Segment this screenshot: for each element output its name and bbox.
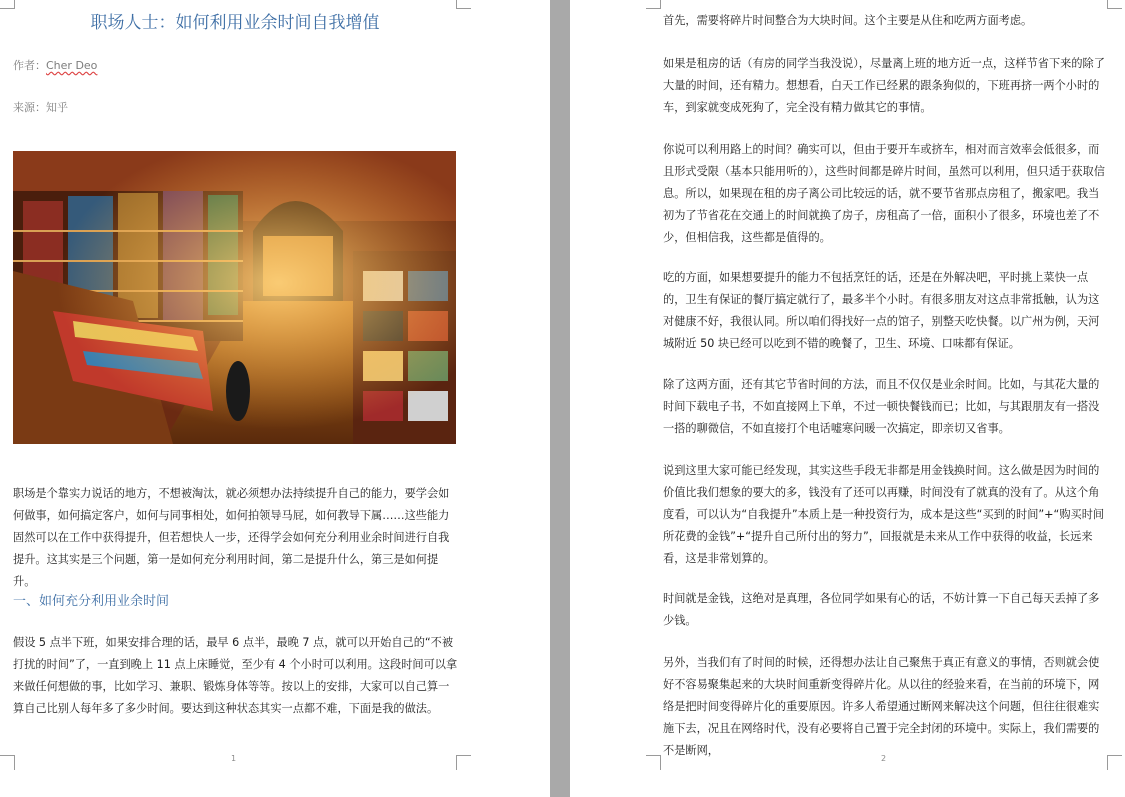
paragraph: 除了这两方面，还有其它节省时间的方法，而且不仅仅是业余时间。比如，与其花大量的时间下载电子书，不如直接网上下单，不过一顿快餐钱而已；比如，与其跟朋友有一搭没一搭的聊微信，不如直接打个电话嘘寒问暖一次搞定，即亲切又省事。 — [663, 378, 1100, 435]
source-line: 来源：知乎 — [13, 101, 68, 114]
page-number: 2 — [881, 754, 887, 763]
corner-mark — [0, 755, 15, 770]
corner-mark — [646, 755, 661, 770]
paragraph: 说到这里大家可能已经发现，其实这些手段无非都是用金钱换时间。这么做是因为时间的价值比我们想象的要大的多，钱没有了还可以再赚，时间没有了就真的没有了。从这个角度看，可以认为“自我提升”本质上是一种投资行为，成本是这些“买到的时间”+“购买时间所花费的金钱”+“提升自己所付出的努力”，回报就是未来从工作中获得的收益，长远来看，这是非常划算的。 — [663, 464, 1105, 565]
document-page-1 — [0, 0, 550, 797]
corner-mark — [456, 755, 471, 770]
paragraph: 如果是租房的话（有房的同学当我没说），尽量离上班的地方近一点，这样节省下来的除了大量的时间，还有精力。想想看，白天工作已经累的跟条狗似的，下班再挤一两个小时的车，到家就变成死狗了，完全没有精力做其它的事情。 — [663, 57, 1105, 114]
paragraph: 你说可以利用路上的时间？确实可以，但由于要开车或挤车，相对而言效率会低很多，而且形式受限（基本只能用听的），这些时间都是碎片时间，虽然可以利用，但只适于获取信息。所以，如果现在租的房子离公司比较远的话，就不要节省那点房租了，搬家吧。我当初为了节省花在交通上的时间就换了房子，房租高了一倍，面积小了很多，环境也差了不少，但相信我，这些都是值得的。 — [663, 143, 1105, 244]
document-page-2 — [570, 0, 1125, 797]
paragraph: 吃的方面，如果想要提升的能力不包括烹饪的话，还是在外解决吧，平时挑上菜快一点的，卫生有保证的餐厅搞定就行了，最多半个小时。有很多朋友对这点非常抵触，认为这对健康不好，我很认同。所以咱们得找好一点的馆子，别整天吃快餐。以广州为例，天河城附近 50 块已经可以吃到不错的晚餐了，卫生、环境、口味都有保证。 — [663, 271, 1100, 350]
page-number: 1 — [231, 754, 237, 763]
bookstore-photo — [13, 151, 456, 444]
section-heading: 一、如何充分利用业余时间 — [13, 594, 170, 609]
paragraph: 时间就是金钱，这绝对是真理，各位同学如果有心的话，不妨计算一下自己每天丢掉了多少钱。 — [663, 592, 1100, 627]
corner-mark — [646, 0, 661, 9]
body-paragraph: 假设 5 点半下班，如果安排合理的话，最早 6 点半，最晚 7 点，就可以开始自己的“不被打扰的时间”了，一直到晚上 11 点上床睡觉，至少有 4 个小时可以利用。这段时间可以拿来做任何想做的事，比如学习、兼职、锻炼身体等等。按以上的安排，大家可以自己算一算自己比别人每年多了多少时间。要达到这种状态其实一点都不难，下面是我的做法。 — [13, 636, 458, 715]
paragraph: 另外，当我们有了时间的时候，还得想办法让自己聚焦于真正有意义的事情，否则就会使好不容易聚集起来的大块时间重新变得碎片化。从以往的经验来看，在当前的环境下，网络是把时间变得碎片化的重要原因。许多人希望通过断网来解决这个问题，但往往很难实施下去，况且在网络时代，没有必要将自己置于完全封闭的环境中。实际上，我们需要的不是断网， — [663, 656, 1100, 757]
corner-mark — [1107, 0, 1122, 9]
author-line — [13, 57, 97, 73]
intro-paragraph: 职场是个靠实力说话的地方，不想被淘汰，就必须想办法持续提升自己的能力，要学会如何做事，如何搞定客户，如何与同事相处，如何拍领导马屁，如何教导下属……这些能力固然可以在工作中获得提升，但若想快人一步，还得学会如何充分利用业余时间进行自我提升。这其实是三个问题，第一是如何充分利用时间，第二是提升什么，第三是如何提升。 — [13, 487, 450, 588]
document-title: 职场人士：如何利用业余时间自我增值 — [90, 13, 380, 33]
paragraph: 首先，需要将碎片时间整合为大块时间。这个主要是从住和吃两方面考虑。 — [663, 14, 1033, 27]
author-label: 作者： — [13, 59, 46, 72]
author-name: Cher Deo — [46, 59, 98, 72]
